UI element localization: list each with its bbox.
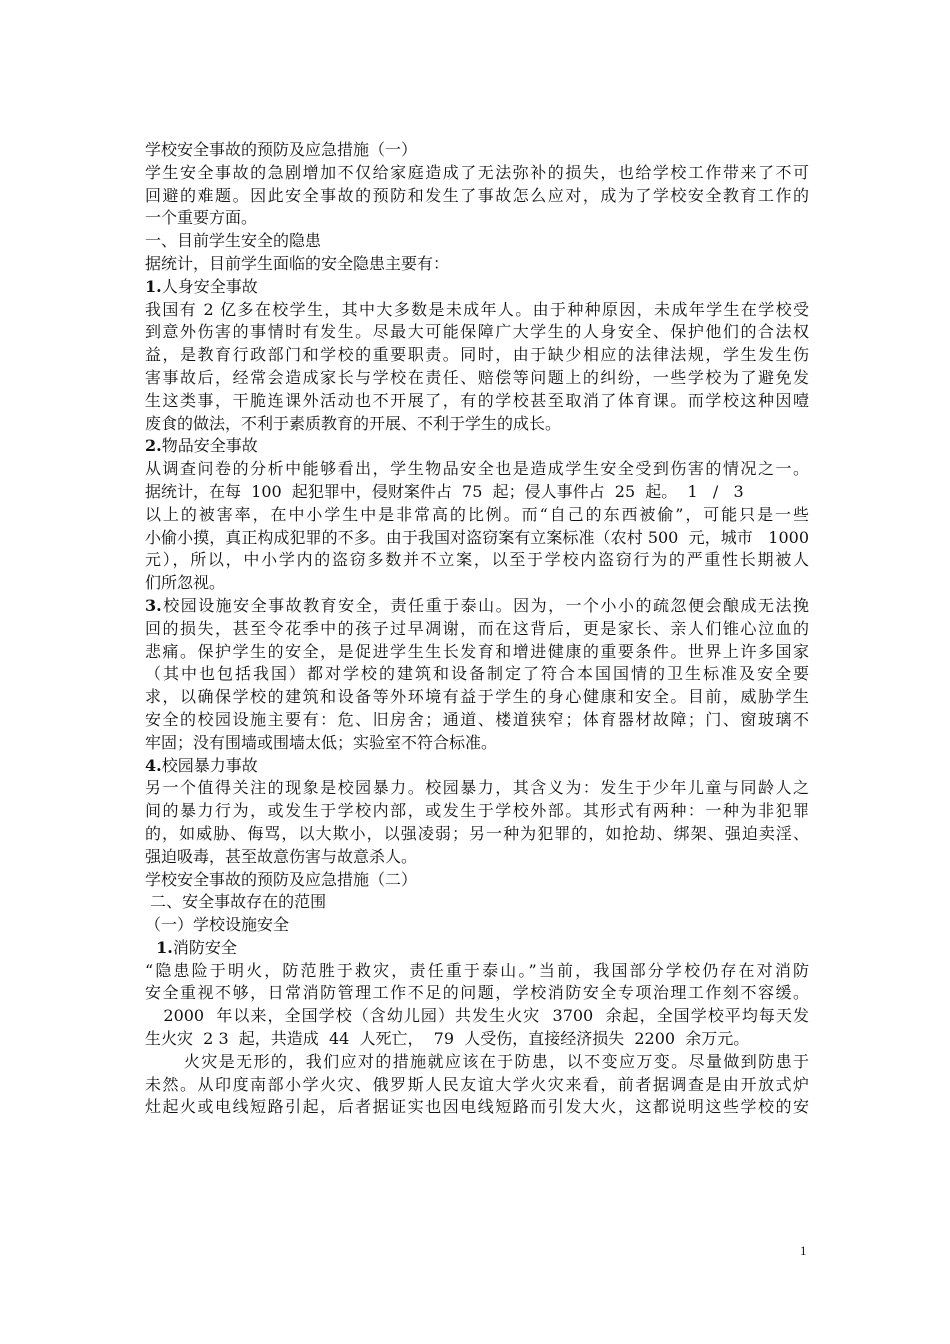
text-line xyxy=(145,367,809,390)
text-line xyxy=(145,641,809,664)
text-line xyxy=(145,846,809,869)
line-text: 未然。从印度南部小学火灾、俄罗斯人民友谊大学火灾来看，前者据调查是由开放式炉 xyxy=(145,1074,809,1094)
text-line xyxy=(145,777,809,800)
line-text: 学校安全事故的预防及应急措施（一） xyxy=(145,140,418,159)
line-text: 生这类事，干脆连课外活动也不开展了，有的学校甚至取消了体育课。而学校这种因噎 xyxy=(145,390,809,410)
line-text: 安全重视不够，日常消防管理工作不足的问题，学校消防安全专项治理工作刻不容缓。 xyxy=(145,983,809,1003)
line-text: 据统计，在每 100 起犯罪中，侵财案件占 75 起；侵人事件占 25 起。 1 / 3 xyxy=(145,481,744,501)
line-text: 生火灾 2 3 起，共造成 44 人死亡， 79 人受伤，直接经济损失 2200 余万元。 xyxy=(145,1029,750,1049)
line-text: 火灾是无形的，我们应对的措施就应该在于防患，以不变应万变。尽量做到防患于 xyxy=(145,1051,809,1071)
item-number: 2. xyxy=(145,436,162,456)
line-text: 校园设施安全事故教育安全，责任重于泰山。因为，一个小小的疏忽便会酿成无法挽 xyxy=(161,595,809,615)
text-line xyxy=(145,1051,809,1074)
text-line xyxy=(145,435,809,458)
line-text: 2000 年以来，全国学校（含幼儿园）共发生火灾 3700 余起，全国学校平均每天发 xyxy=(145,1006,809,1026)
text-line xyxy=(145,207,809,230)
text-line xyxy=(145,982,809,1005)
text-line xyxy=(145,618,809,641)
document-body xyxy=(145,139,809,1119)
text-line xyxy=(145,755,809,778)
line-text: 灶起火或电线短路引起，后者据证实也因电线短路而引发大火，这都说明这些学校的安 xyxy=(145,1097,809,1117)
text-line xyxy=(145,800,809,823)
line-text: “隐患险于明火，防范胜于救灾，责任重于泰山。”当前，我国部分学校仍存在对消防 xyxy=(145,960,809,980)
line-text: 学生安全事故的急剧增加不仅给家庭造成了无法弥补的损失，也给学校工作带来了不可 xyxy=(145,162,809,182)
text-line xyxy=(145,276,809,299)
text-line xyxy=(145,914,809,937)
line-text: 学校安全事故的预防及应急措施（二） xyxy=(145,869,418,889)
text-line xyxy=(145,937,809,960)
text-line xyxy=(145,891,809,914)
text-line xyxy=(145,572,809,595)
text-line xyxy=(145,299,809,322)
text-line xyxy=(145,869,809,892)
text-line xyxy=(145,595,809,618)
text-line xyxy=(145,823,809,846)
text-line xyxy=(145,390,809,413)
line-text: 强迫吸毒，甚至故意伤害与故意杀人。 xyxy=(145,846,418,866)
line-text: （一）学校设施安全 xyxy=(145,915,290,935)
text-line xyxy=(145,960,809,983)
line-text: 另一个值得关注的现象是校园暴力。校园暴力，其含义为：发生于少年儿童与同龄人之 xyxy=(145,778,809,798)
line-text: 一、目前学生安全的隐患 xyxy=(145,231,322,251)
item-number: 1. xyxy=(145,937,173,957)
line-text: 间的暴力行为，或发生于学校内部，或发生于学校外部。其形式有两种：一种为非犯罪 xyxy=(145,801,809,821)
line-text: 求，以确保学校的建筑和设备等外环境有益于学生的身心健康和安全。目前，威胁学生 xyxy=(145,687,809,707)
text-line xyxy=(145,504,809,527)
line-text: 们所忽视。 xyxy=(145,573,226,593)
text-line xyxy=(145,1096,809,1119)
text-line xyxy=(145,481,809,504)
text-line xyxy=(145,321,809,344)
line-text: 校园暴力事故 xyxy=(161,755,258,775)
text-line xyxy=(145,732,809,755)
line-text: （其中也包括我国）都对学校的建筑和设备制定了符合本国国情的卫生标准及安全要 xyxy=(145,664,809,684)
text-line xyxy=(145,185,809,208)
line-text: 安全的校园设施主要有：危、旧房舍；通道、楼道狭窄；体育器材故障；门、窗玻璃不 xyxy=(145,709,809,729)
line-text: 元），所以，中小学内的盗窃多数并不立案，以至于学校内盗窃行为的严重性长期被人 xyxy=(145,550,809,570)
line-text: 废食的做法，不利于素质教育的开展、不利于学生的成长。 xyxy=(145,413,562,433)
line-text: 回避的难题。因此安全事故的预防和发生了事故怎么应对，成为了学校安全教育工作的 xyxy=(145,185,809,205)
text-line xyxy=(145,253,809,276)
text-line xyxy=(145,1005,809,1028)
line-text: 牢固；没有围墙或围墙太低；实验室不符合标准。 xyxy=(145,732,498,752)
line-text: 回的损失，甚至令花季中的孩子过早凋谢，而在这背后，更是家长、亲人们锥心泣血的 xyxy=(145,618,809,638)
line-text: 益，是教育行政部门和学校的重要职责。同时，由于缺少相应的法律法规，学生发生伤 xyxy=(145,345,809,365)
line-text: 的，如威胁、侮骂，以大欺小，以强凌弱；另一种为犯罪的，如抢劫、绑架、强迫卖淫、 xyxy=(145,823,809,843)
line-text: 到意外伤害的事情时有发生。尽最大可能保障广大学生的人身安全、保护他们的合法权 xyxy=(145,322,809,342)
line-text: 小偷小摸，真正构成犯罪的不多。由于我国对盗窃案有立案标准（农村 500 元，城市 1000 xyxy=(145,527,809,547)
text-line xyxy=(145,344,809,367)
line-text: 物品安全事故 xyxy=(161,436,258,456)
line-text: 一个重要方面。 xyxy=(145,208,258,228)
line-text: 消防安全 xyxy=(172,937,237,957)
text-line xyxy=(145,663,809,686)
text-line xyxy=(145,230,809,253)
item-number: 3. xyxy=(145,595,162,615)
line-text: 从调查问卷的分析中能够看出，学生物品安全也是造成学生安全受到伤害的情况之一。 xyxy=(145,459,809,479)
item-number: 1. xyxy=(145,276,162,296)
text-line xyxy=(145,458,809,481)
text-line xyxy=(145,1028,809,1051)
text-line xyxy=(145,413,809,436)
text-line xyxy=(145,1074,809,1097)
line-text: 以上的被害率，在中小学生中是非常高的比例。而“自己的东西被偷”，可能只是一些 xyxy=(145,504,809,524)
text-line xyxy=(145,162,809,185)
line-text: 我国有 2 亿多在校学生，其中大多数是未成年人。由于种种原因，未成年学生在学校受 xyxy=(145,299,809,319)
page-number: 1 xyxy=(800,1243,807,1258)
line-text: 二、安全事故存在的范围 xyxy=(145,892,327,912)
text-line xyxy=(145,686,809,709)
item-number: 4. xyxy=(145,755,162,775)
line-text: 害事故后，经常会造成家长与学校在责任、赔偿等问题上的纠纷，一些学校为了避免发 xyxy=(145,367,809,387)
text-line xyxy=(145,139,809,162)
line-text: 据统计，目前学生面临的安全隐患主要有： xyxy=(145,253,450,273)
text-line xyxy=(145,527,809,550)
line-text: 悲痛。保护学生的安全，是促进学生生长发育和增进健康的重要条件。世界上许多国家 xyxy=(145,641,809,661)
text-line xyxy=(145,709,809,732)
text-line xyxy=(145,549,809,572)
line-text: 人身安全事故 xyxy=(161,276,258,296)
